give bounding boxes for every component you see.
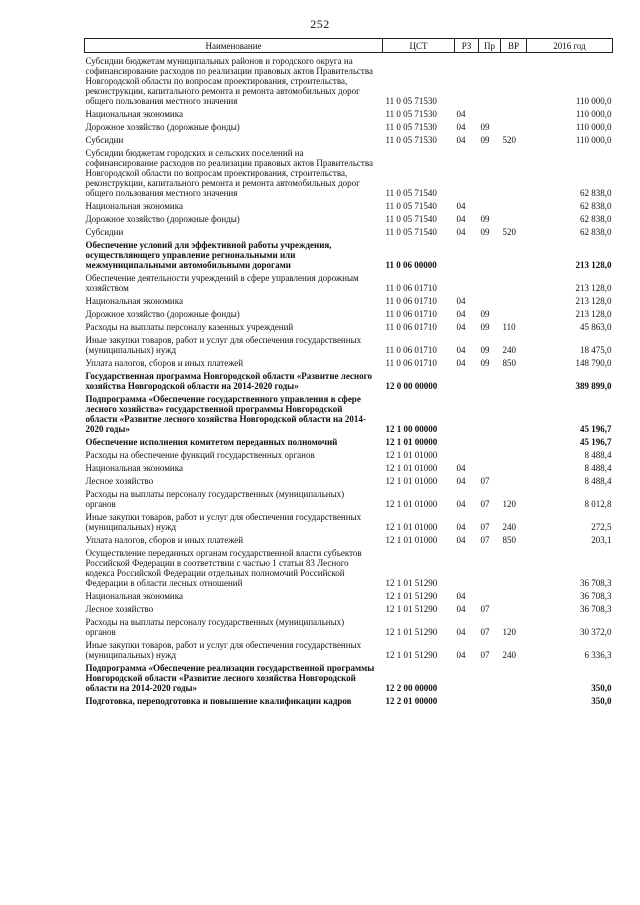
row-rz: 04 — [456, 522, 466, 532]
row-sum: 62 838,0 — [580, 188, 612, 198]
row-rz — [455, 391, 479, 434]
row-pr: 07 — [480, 650, 490, 660]
row-sum: 350,0 — [591, 696, 612, 706]
row-sum: 272,5 — [591, 522, 612, 532]
row-sum: 45 196,7 — [580, 437, 612, 447]
row-cst: 12 2 01 00000 — [385, 696, 438, 706]
row-name: Подготовка, переподготовка и повышение квалификации кадров — [85, 696, 352, 706]
row-rz: 04 — [456, 358, 466, 368]
row-rz: 04 — [456, 309, 466, 319]
row-rz — [455, 368, 479, 391]
row-cst: 11 0 05 71530 — [385, 135, 437, 145]
row-pr — [479, 545, 501, 588]
row-cst: 12 1 01 01000 — [385, 499, 438, 509]
table-body — [85, 53, 613, 707]
row-cst: 12 1 01 01000 — [385, 476, 438, 486]
page-number: 252 — [310, 17, 330, 31]
table-row — [85, 198, 613, 211]
row-rz — [455, 545, 479, 588]
row-pr — [479, 293, 501, 306]
row-rz: 04 — [456, 135, 466, 145]
row-cst: 12 2 00 00000 — [385, 683, 438, 693]
header-name: Наименование — [85, 39, 383, 53]
row-sum: 6 336,3 — [584, 650, 612, 660]
row-vr: 110 — [502, 322, 516, 332]
row-name: Обеспечение исполнения комитетом переданных полномочий — [85, 437, 338, 447]
header-rz: РЗ — [455, 39, 479, 53]
row-cst: 12 1 01 51290 — [385, 604, 438, 614]
row-vr: 850 — [502, 535, 516, 545]
row-name: Обеспечение условий для эффективной работы учреждения, осуществляющего управление региональными или межмуниципальными автомобильными дорогами — [85, 240, 332, 270]
table-row — [85, 693, 613, 706]
table-row — [85, 368, 613, 391]
row-vr — [501, 293, 527, 306]
row-cst: 11 0 05 71540 — [385, 201, 437, 211]
row-vr — [501, 270, 527, 293]
table-row — [85, 293, 613, 306]
row-sum: 213 128,0 — [575, 260, 612, 270]
row-pr: 09 — [480, 214, 490, 224]
row-sum: 148 790,0 — [575, 358, 612, 368]
row-pr: 09 — [480, 122, 490, 132]
row-name: Расходы на обеспечение функций государственных органов — [85, 450, 315, 460]
row-cst: 12 1 00 00000 — [385, 424, 438, 434]
row-rz — [455, 693, 479, 706]
row-rz: 04 — [456, 604, 466, 614]
row-name: Дорожное хозяйство (дорожные фонды) — [85, 309, 240, 319]
row-sum: 45 196,7 — [580, 424, 612, 434]
row-pr: 09 — [480, 345, 490, 355]
row-sum: 213 128,0 — [575, 309, 612, 319]
table-row — [85, 145, 613, 198]
row-name: Субсидии — [85, 227, 124, 237]
row-rz — [455, 145, 479, 198]
row-sum: 8 012,8 — [584, 499, 612, 509]
row-vr — [501, 434, 527, 447]
row-sum: 389 899,0 — [575, 381, 612, 391]
row-name: Дорожное хозяйство (дорожные фонды) — [85, 214, 240, 224]
row-vr — [501, 391, 527, 434]
row-name: Субсидии — [85, 135, 124, 145]
row-rz: 04 — [456, 499, 466, 509]
row-rz: 04 — [456, 650, 466, 660]
row-sum: 62 838,0 — [580, 201, 612, 211]
row-cst: 12 0 00 00000 — [385, 381, 438, 391]
row-name: Национальная экономика — [85, 591, 183, 601]
table-header — [85, 39, 613, 53]
row-rz: 04 — [456, 591, 466, 601]
table-row — [85, 270, 613, 293]
row-sum: 203,1 — [591, 535, 612, 545]
row-vr: 520 — [502, 135, 516, 145]
row-pr: 09 — [480, 135, 490, 145]
row-vr: 240 — [502, 345, 516, 355]
row-name: Уплата налогов, сборов и иных платежей — [85, 358, 244, 368]
row-cst: 11 0 06 01710 — [385, 322, 437, 332]
row-sum: 350,0 — [591, 683, 612, 693]
row-pr: 09 — [480, 309, 490, 319]
row-cst: 11 0 05 71540 — [385, 188, 437, 198]
row-vr — [501, 306, 527, 319]
row-cst: 11 0 06 01710 — [385, 358, 437, 368]
budget-table — [84, 38, 613, 706]
row-rz: 04 — [456, 109, 466, 119]
row-pr: 09 — [480, 358, 490, 368]
row-pr — [479, 368, 501, 391]
row-rz: 04 — [456, 227, 466, 237]
table-row — [85, 545, 613, 588]
row-sum: 45 863,0 — [580, 322, 612, 332]
table-row — [85, 460, 613, 473]
table-row — [85, 637, 613, 660]
table-row — [85, 473, 613, 486]
row-pr — [479, 106, 501, 119]
row-cst: 11 0 06 01710 — [385, 345, 437, 355]
row-sum: 110 000,0 — [575, 109, 612, 119]
row-vr — [501, 368, 527, 391]
row-sum: 110 000,0 — [575, 96, 612, 106]
row-pr: 07 — [480, 522, 490, 532]
row-vr — [501, 545, 527, 588]
row-sum: 8 488,4 — [584, 476, 612, 486]
row-name: Государственная программа Новгородской области «Развитие лесного хозяйства Новгородской области на 2014-2020 годы» — [85, 371, 372, 391]
header-cst: ЦСТ — [383, 39, 455, 53]
row-cst: 12 1 01 51290 — [385, 650, 438, 660]
row-name: Иные закупки товаров, работ и услуг для обеспечения государственных (муниципальных) нужд — [85, 640, 362, 660]
row-name: Обеспечение деятельности учреждений в сфере управления дорожным хозяйством — [85, 273, 359, 293]
table-row — [85, 588, 613, 601]
row-cst: 12 1 01 51290 — [385, 591, 438, 601]
row-pr: 07 — [480, 535, 490, 545]
row-vr — [501, 198, 527, 211]
row-cst: 11 0 06 01710 — [385, 283, 437, 293]
row-name: Национальная экономика — [85, 463, 183, 473]
row-vr — [501, 588, 527, 601]
row-pr — [479, 693, 501, 706]
row-pr — [479, 145, 501, 198]
row-sum: 36 708,3 — [580, 591, 612, 601]
row-pr: 07 — [480, 476, 490, 486]
row-vr: 240 — [502, 650, 516, 660]
row-cst: 11 0 05 71540 — [385, 227, 437, 237]
row-vr — [501, 237, 527, 270]
row-vr — [501, 473, 527, 486]
row-cst: 12 1 01 01000 — [385, 535, 438, 545]
table-row — [85, 434, 613, 447]
table-row — [85, 532, 613, 545]
row-rz: 04 — [456, 296, 466, 306]
row-name: Расходы на выплаты персоналу государственных (муниципальных) органов — [85, 489, 345, 509]
row-name: Национальная экономика — [85, 201, 183, 211]
table-row — [85, 601, 613, 614]
row-cst: 11 0 05 71540 — [385, 214, 437, 224]
row-name: Национальная экономика — [85, 109, 183, 119]
row-name: Расходы на выплаты персоналу государственных (муниципальных) органов — [85, 617, 345, 637]
row-name: Иные закупки товаров, работ и услуг для обеспечения государственных (муниципальных) нужд — [85, 512, 362, 532]
row-vr: 120 — [502, 499, 516, 509]
row-sum: 62 838,0 — [580, 227, 612, 237]
header-pr: Пр — [479, 39, 501, 53]
table-row — [85, 391, 613, 434]
row-vr — [501, 211, 527, 224]
row-vr — [501, 119, 527, 132]
row-name: Подпрограмма «Обеспечение государственного управления в сфере лесного хозяйства» государственной программы Новгородской области «Развитие лесного хозяйства Новгородской области на 2014-2020 годы» — [85, 394, 366, 434]
row-vr — [501, 693, 527, 706]
row-vr: 520 — [502, 227, 516, 237]
row-pr: 09 — [480, 227, 490, 237]
row-name: Лесное хозяйство — [85, 476, 154, 486]
table-row — [85, 53, 613, 107]
row-name: Расходы на выплаты персоналу казенных учреждений — [85, 322, 294, 332]
row-cst: 12 1 01 51290 — [385, 627, 438, 637]
row-cst: 12 1 01 00000 — [385, 437, 438, 447]
row-rz — [455, 434, 479, 447]
table-row — [85, 211, 613, 224]
table-row — [85, 614, 613, 637]
row-rz: 04 — [456, 345, 466, 355]
table-row — [85, 132, 613, 145]
table-row — [85, 332, 613, 355]
row-sum: 30 372,0 — [580, 627, 612, 637]
row-vr — [501, 447, 527, 460]
row-rz: 04 — [456, 214, 466, 224]
table-row — [85, 660, 613, 693]
row-pr — [479, 434, 501, 447]
row-name: Дорожное хозяйство (дорожные фонды) — [85, 122, 240, 132]
row-sum: 8 488,4 — [584, 450, 612, 460]
row-rz: 04 — [456, 201, 466, 211]
row-vr — [501, 601, 527, 614]
row-sum: 36 708,3 — [580, 604, 612, 614]
row-sum: 213 128,0 — [575, 283, 612, 293]
row-pr: 09 — [480, 322, 490, 332]
row-name: Иные закупки товаров, работ и услуг для обеспечения государственных (муниципальных) нужд — [85, 335, 362, 355]
row-sum: 110 000,0 — [575, 135, 612, 145]
row-cst: 12 1 01 01000 — [385, 522, 438, 532]
row-vr: 850 — [502, 358, 516, 368]
row-rz — [455, 660, 479, 693]
row-cst: 11 0 05 71530 — [385, 122, 437, 132]
row-name: Субсидии бюджетам городских и сельских поселений на софинансирование расходов по реализации правовых актов Правительства Новгородской области по вопросам проектирования, строительства, реконструкции, капитального ремонта и ремонта автомобильных дорог общего пользования местного значения — [85, 148, 373, 198]
header-year: 2016 год — [527, 39, 613, 53]
row-pr — [479, 588, 501, 601]
row-cst: 12 1 01 51290 — [385, 578, 438, 588]
row-sum: 18 475,0 — [580, 345, 612, 355]
row-name: Субсидии бюджетам муниципальных районов и городского округа на софинансирование расходов по реализации правовых актов Правительства Новгородской области по вопросам проектирования, строительства, реконструкции, капитального ремонта и ремонта автомобильных дорог общего пользования местного значения — [85, 56, 373, 106]
row-vr: 120 — [502, 627, 516, 637]
row-cst: 11 0 05 71530 — [385, 96, 437, 106]
row-pr — [479, 270, 501, 293]
row-rz — [455, 53, 479, 107]
row-rz: 04 — [456, 535, 466, 545]
row-vr — [501, 660, 527, 693]
row-vr — [501, 460, 527, 473]
row-cst: 11 0 06 01710 — [385, 296, 437, 306]
row-name: Осуществление переданных органам государственной власти субъектов Российской Федерации в соответствии с частью 1 статьи 83 Лесного кодекса Российской Федерации отдельных полномочий Российской Федерации в области лесных отношений — [85, 548, 362, 588]
row-pr — [479, 391, 501, 434]
row-rz — [455, 237, 479, 270]
row-cst: 11 0 06 00000 — [385, 260, 437, 270]
row-sum: 62 838,0 — [580, 214, 612, 224]
table-row — [85, 319, 613, 332]
table-row — [85, 447, 613, 460]
row-name: Уплата налогов, сборов и иных платежей — [85, 535, 244, 545]
row-name: Лесное хозяйство — [85, 604, 154, 614]
table-row — [85, 306, 613, 319]
row-name: Национальная экономика — [85, 296, 183, 306]
row-sum: 110 000,0 — [575, 122, 612, 132]
row-cst: 12 1 01 01000 — [385, 463, 438, 473]
row-rz — [455, 270, 479, 293]
table-row — [85, 509, 613, 532]
table-row — [85, 119, 613, 132]
row-vr — [501, 53, 527, 107]
table-row — [85, 106, 613, 119]
row-sum: 36 708,3 — [580, 578, 612, 588]
row-rz: 04 — [456, 627, 466, 637]
table-row — [85, 355, 613, 368]
row-rz: 04 — [456, 476, 466, 486]
row-rz: 04 — [456, 463, 466, 473]
row-rz: 04 — [456, 322, 466, 332]
header-vr: ВР — [501, 39, 527, 53]
row-sum: 213 128,0 — [575, 296, 612, 306]
row-pr — [479, 460, 501, 473]
row-cst: 11 0 05 71530 — [385, 109, 437, 119]
row-cst: 12 1 01 01000 — [385, 450, 438, 460]
row-pr: 07 — [480, 499, 490, 509]
table-row — [85, 237, 613, 270]
row-cst: 11 0 06 01710 — [385, 309, 437, 319]
row-vr — [501, 106, 527, 119]
row-pr: 07 — [480, 627, 490, 637]
row-sum: 8 488,4 — [584, 463, 612, 473]
row-pr — [479, 660, 501, 693]
row-vr: 240 — [502, 522, 516, 532]
row-pr — [479, 198, 501, 211]
row-pr — [479, 53, 501, 107]
row-pr: 07 — [480, 604, 490, 614]
row-rz: 04 — [456, 122, 466, 132]
row-vr — [501, 145, 527, 198]
row-pr — [479, 447, 501, 460]
table-row — [85, 486, 613, 509]
row-name: Подпрограмма «Обеспечение реализации государственной программы Новгородской области «Развитие лесного хозяйства Новгородской области на 2014-2020 годы» — [85, 663, 375, 693]
row-rz — [455, 447, 479, 460]
row-pr — [479, 237, 501, 270]
table-row — [85, 224, 613, 237]
